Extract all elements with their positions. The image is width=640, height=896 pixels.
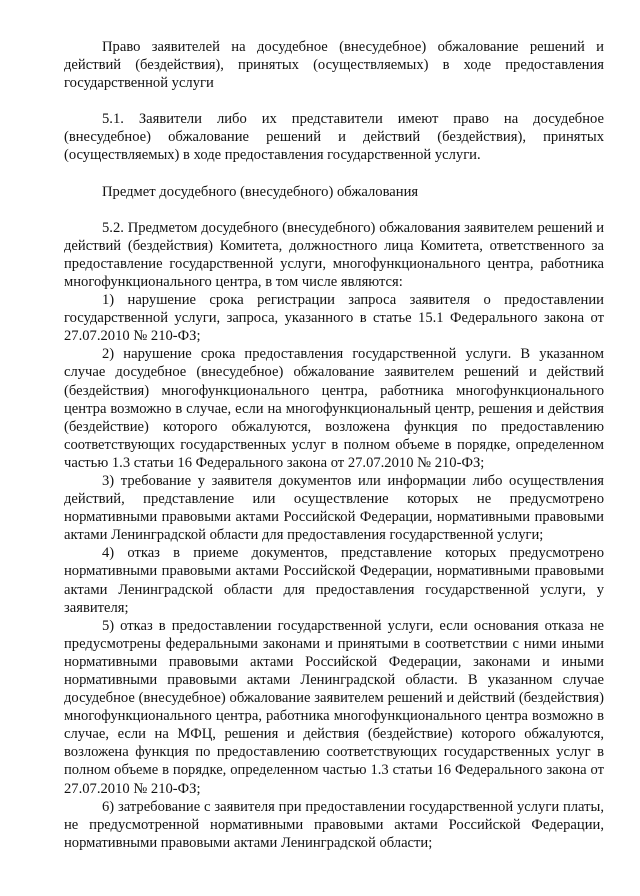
list-item-1: 1) нарушение срока регистрации запроса заявителя о предоставлении государственной услуги, запроса, указанного в статье 15.1 Федерального закона от 27.07.2010 № 210-ФЗ; — [64, 292, 604, 345]
list-item-6: 6) затребование с заявителя при предоставлении государственной услуги платы, не предусмотренной нормативными правовыми актами Российской Федерации, нормативными правовыми актами Ленинградской области; — [64, 798, 604, 851]
list-item-4: 4) отказ в приеме документов, представление которых предусмотрено нормативными правовыми актами Российской Федерации, нормативными правовыми актами Ленинградской области для предоставления государственной услуги, у заявителя; — [64, 545, 604, 616]
section-title: Право заявителей на досудебное (внесудебное) обжалование решений и действий (бездействия), принятых (осуществляемых) в ходе предоставления государственной услуги — [64, 39, 604, 92]
paragraph-5-2: 5.2. Предметом досудебного (внесудебного) обжалования заявителем решений и действий (бездействия) Комитета, должностного лица Комитета, ответственного за предоставление государственной услуги, многофункционального центра, работника многофункционального центра, в том числе являются: — [64, 219, 604, 290]
list-item-5: 5) отказ в предоставлении государственной услуги, если основания отказа не предусмотрены федеральными законами и принятыми в соответствии с ними иными нормативными правовыми актами Российской Федерации, законами и иными нормативными правовыми актами Ленинградской области. В указанном случае досудебное (внесудебное) обжалование заявителем решений и действий (бездействия) многофункционального центра, работника многофункционального центра возможно в случае, если на МФЦ, решения и действия (бездействие) которого обжалуются, возложена функция по предоставлению соответствующих государственных услуг в полном объеме в порядке, определенном частью 1.3 статьи 16 Федерального закона от 27.07.2010 № 210-ФЗ; — [64, 617, 604, 797]
list-item-2: 2) нарушение срока предоставления государственной услуги. В указанном случае досудебное (внесудебное) обжалование заявителем решений и действий (бездействия) многофункционального центра, работника многофункционального центра возможно в случае, если на многофункциональный центр, решения и действия (бездействие) которого обжалуются, возложена функция по предоставлению соответствующих государственных услуг в полном объеме в порядке, определенном частью 1.3 статьи 16 Федерального закона от 27.07.2010 № 210-ФЗ; — [64, 346, 604, 471]
list-item-3: 3) требование у заявителя документов или информации либо осуществления действий, представление или осуществление которых не предусмотрено нормативными правовыми актами Российской Федерации, нормативными правовыми актами Ленинградской области для предоставления государственной услуги; — [64, 472, 604, 544]
paragraph-5-1: 5.1. Заявители либо их представители имеют право на досудебное (внесудебное) обжалование решений и действий (бездействия), принятых (осуществляемых) в ходе предоставления государственной услуги. — [64, 111, 604, 164]
subsection-title: Предмет досудебного (внесудебного) обжалования — [102, 183, 419, 200]
document-page — [64, 38, 604, 852]
